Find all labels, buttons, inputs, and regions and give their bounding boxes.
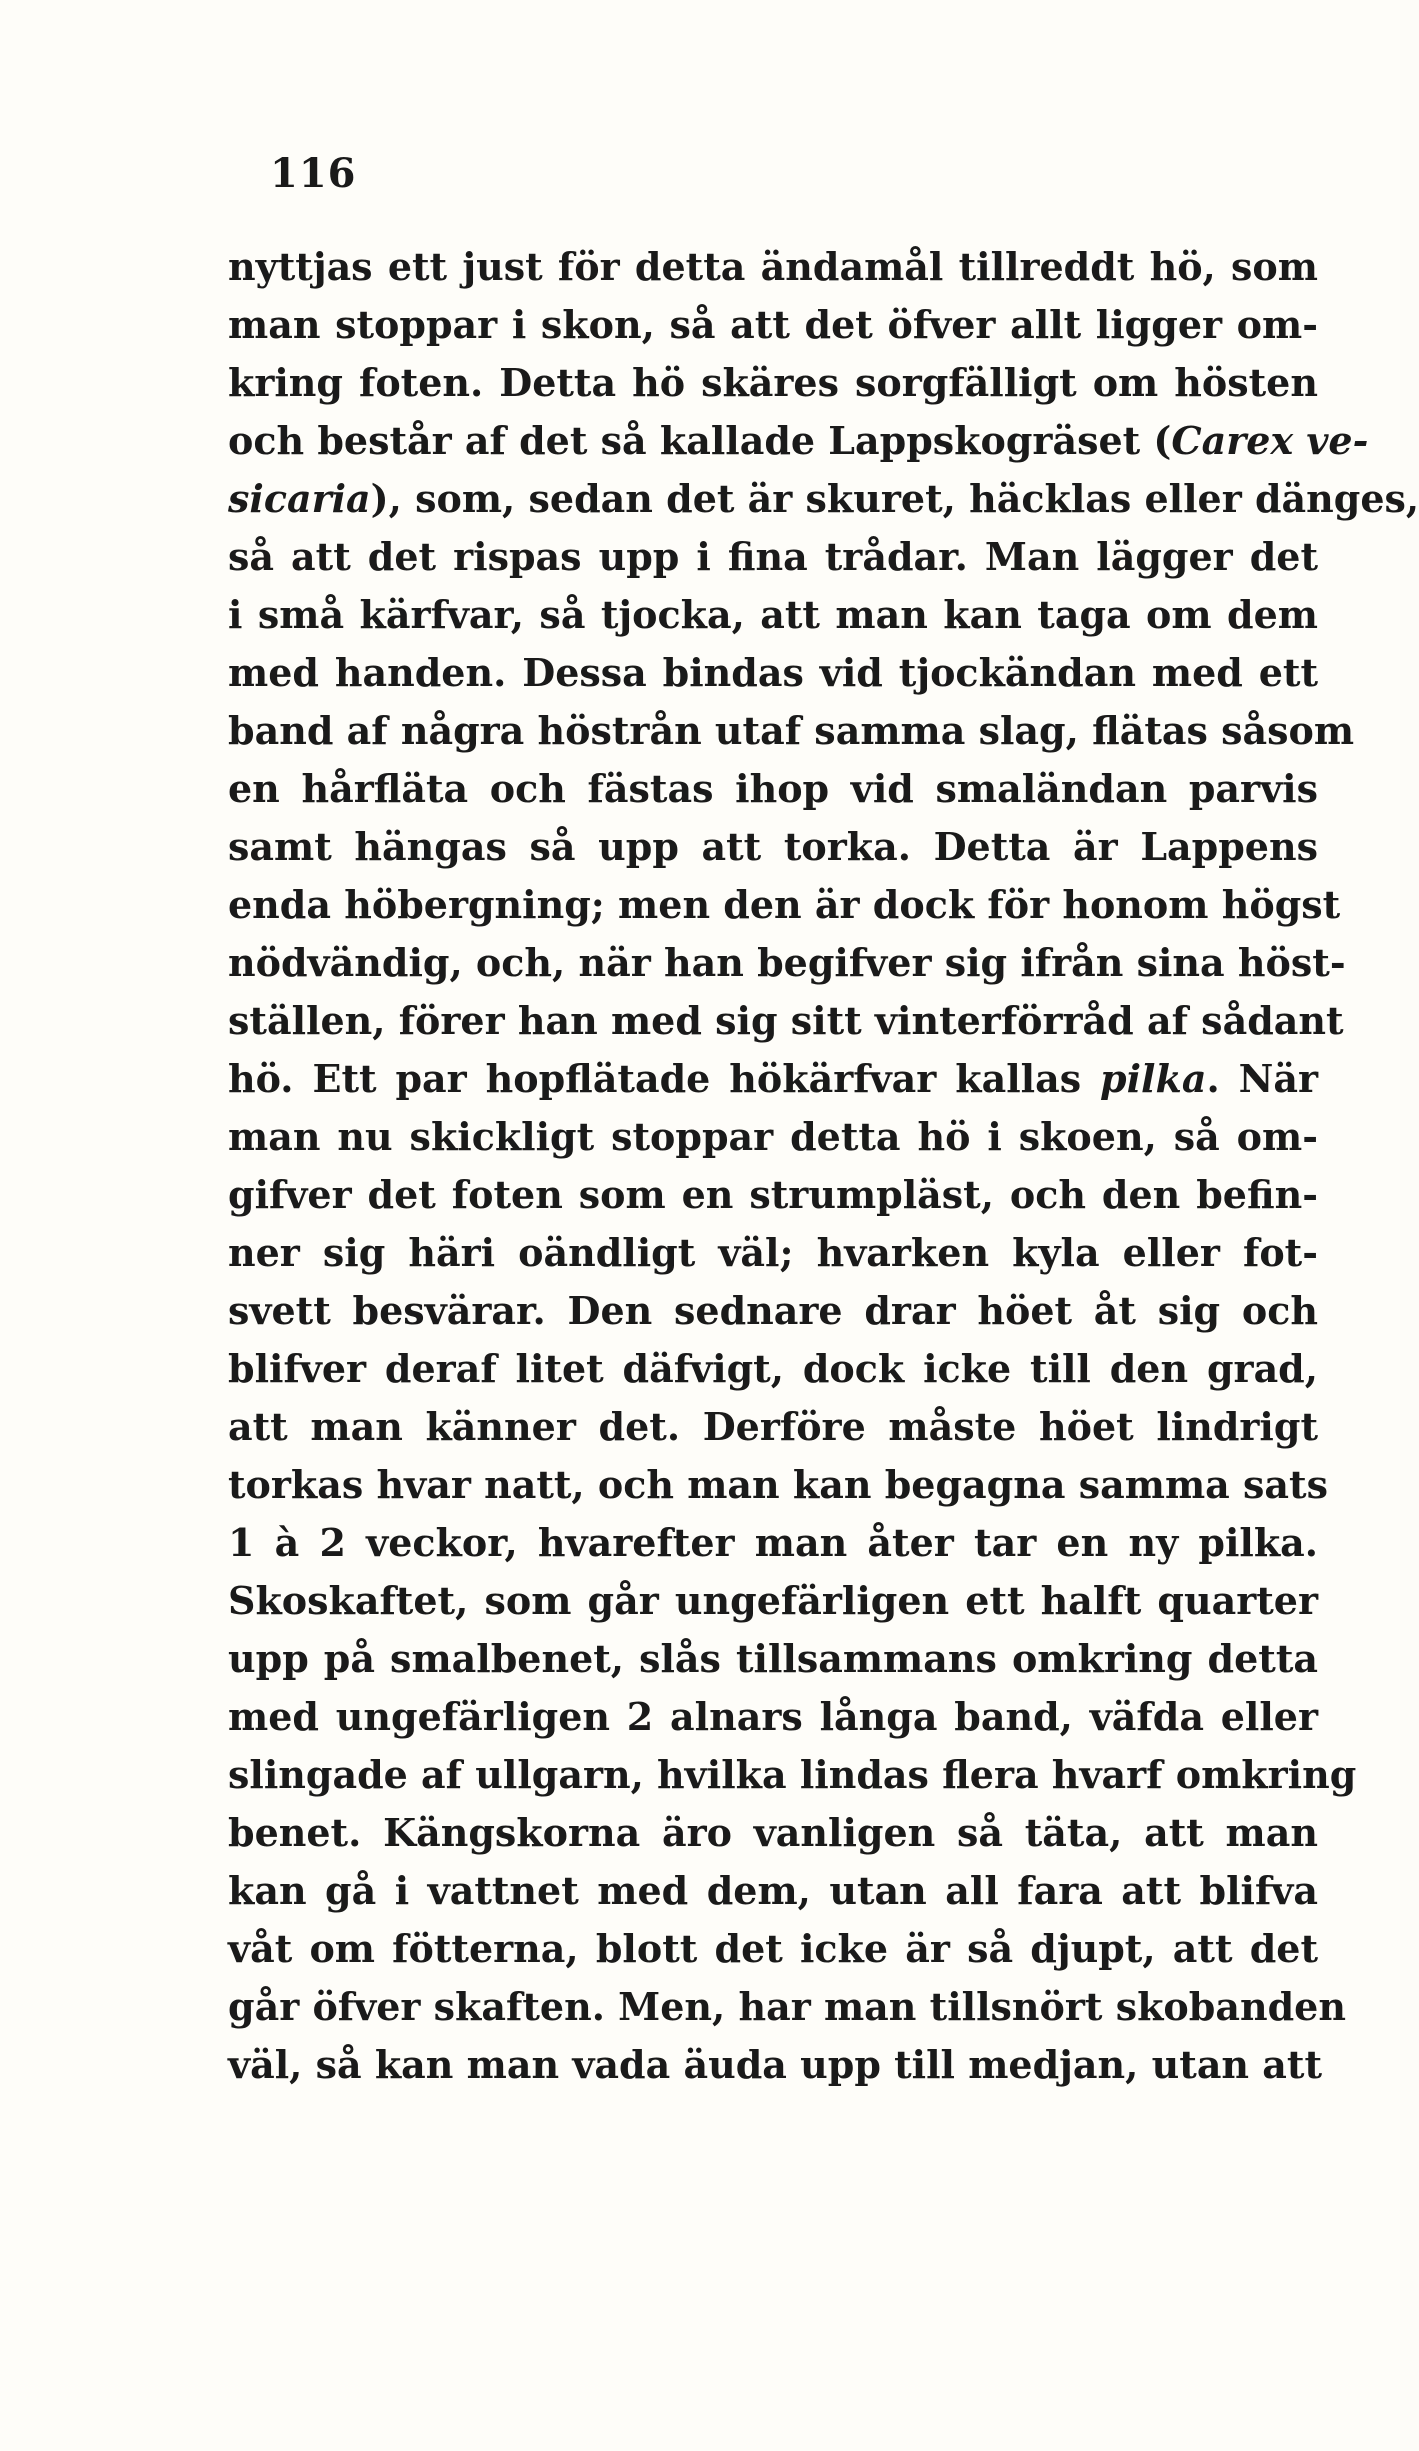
text-line (228, 1630, 1318, 1688)
line-text: blifver deraf litet däfvigt, dock icke till den grad, (228, 1346, 1318, 1391)
line-text: samt hängas så upp att torka. Detta är Lappens (228, 824, 1318, 869)
line-text: . När (1206, 1056, 1319, 1101)
line-text: gifver det foten som en strumpläst, och den befin- (228, 1172, 1318, 1217)
text-line (228, 1804, 1318, 1862)
line-text: Skoskaftet, som går ungefärligen ett halft quarter (228, 1578, 1318, 1623)
text-line (228, 1456, 1328, 1514)
line-text: hö. Ett par hopflätade hökärfvar kallas (228, 1056, 1101, 1101)
line-text: man stoppar i skon, så att det öfver allt ligger om- (228, 302, 1318, 347)
line-text: man nu skickligt stoppar detta hö i skoen, så om- (228, 1114, 1318, 1159)
italic-text: Carex ve- (1171, 418, 1369, 463)
text-line (228, 1862, 1318, 1920)
line-text: med ungefärligen 2 alnars långa band, väfda eller (228, 1694, 1318, 1739)
italic-text: sicaria (228, 476, 371, 521)
text-line (228, 1978, 1346, 2036)
text-line (228, 1688, 1318, 1746)
line-text: en hårfläta och fästas ihop vid smaländan parvis (228, 766, 1318, 811)
line-text: benet. Kängskorna äro vanligen så täta, att man (228, 1810, 1318, 1855)
text-line (228, 1166, 1318, 1224)
line-text: att man känner det. Derföre måste höet lindrigt (228, 1404, 1318, 1449)
text-line (228, 296, 1318, 354)
text-line (228, 1514, 1318, 1572)
text-line (228, 934, 1346, 992)
line-text: och består af det så kallade Lappskogräset ( (228, 418, 1172, 463)
line-text: nyttjas ett just för detta ändamål tillreddt hö, som (228, 244, 1318, 289)
text-line (228, 1398, 1318, 1456)
text-line (228, 760, 1318, 818)
text-line (228, 1224, 1318, 1282)
body-text (228, 238, 1419, 2094)
line-text: våt om fötterna, blott det icke är så djupt, att det (228, 1926, 1318, 1971)
line-text: upp på smalbenet, slås tillsammans omkring detta (228, 1636, 1318, 1681)
line-text: med handen. Dessa bindas vid tjockändan med ett (228, 650, 1318, 695)
line-text: går öfver skaften. Men, har man tillsnört skobanden (228, 1984, 1346, 2029)
line-text: ner sig häri oändligt väl; hvarken kyla eller fot- (228, 1230, 1318, 1275)
text-line (228, 818, 1318, 876)
text-line (228, 586, 1318, 644)
text-line (228, 1282, 1318, 1340)
text-line (228, 1108, 1318, 1166)
text-line (228, 1920, 1318, 1978)
line-text: väl, så kan man vada äuda upp till medjan, utan att (228, 2042, 1323, 2087)
text-line (228, 876, 1341, 934)
text-line (228, 238, 1318, 296)
text-line (228, 1050, 1318, 1108)
italic-text: pilka (1100, 1056, 1207, 1101)
text-line (228, 354, 1318, 412)
line-text: kring foten. Detta hö skäres sorgfälligt om hösten (228, 360, 1318, 405)
text-line (228, 412, 1369, 470)
page-number: 116 (270, 150, 357, 197)
text-line (228, 1746, 1357, 1804)
line-text: band af några höstrån utaf samma slag, flätas såsom (228, 708, 1355, 753)
line-text: svett besvärar. Den sednare drar höet åt sig och (228, 1288, 1318, 1333)
text-line (228, 470, 1419, 528)
text-line (228, 644, 1318, 702)
text-line (228, 992, 1344, 1050)
text-line (228, 2036, 1323, 2094)
line-text: så att det rispas upp i fina trådar. Man lägger det (228, 534, 1318, 579)
text-line (228, 1340, 1318, 1398)
line-text: kan gå i vattnet med dem, utan all fara att blifva (228, 1868, 1318, 1913)
line-text: slingade af ullgarn, hvilka lindas flera hvarf omkring (228, 1752, 1357, 1797)
line-text: 1 à 2 veckor, hvarefter man åter tar en ny pilka. (228, 1520, 1318, 1565)
text-line (228, 702, 1355, 760)
line-text: ), som, sedan det är skuret, häcklas eller dänges, (370, 476, 1419, 521)
line-text: nödvändig, och, när han begifver sig ifrån sina höst- (228, 940, 1346, 985)
line-text: ställen, förer han med sig sitt vinterförråd af sådant (228, 998, 1344, 1043)
text-line (228, 1572, 1318, 1630)
line-text: enda höbergning; men den är dock för honom högst (228, 882, 1341, 927)
text-line (228, 528, 1318, 586)
line-text: torkas hvar natt, och man kan begagna samma sats (228, 1462, 1328, 1507)
line-text: i små kärfvar, så tjocka, att man kan taga om dem (228, 592, 1318, 637)
